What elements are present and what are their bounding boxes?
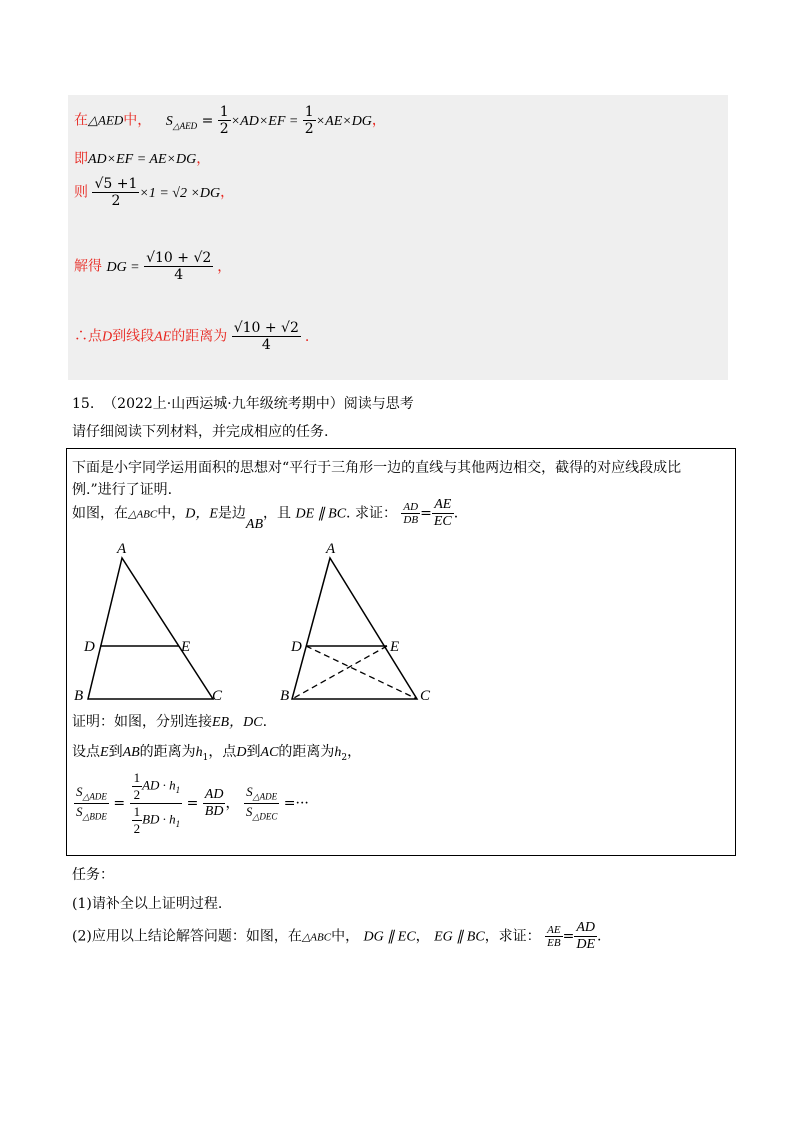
proof-line-1: 证明：如图，分别连接EB，DC.	[72, 714, 268, 730]
label-c-2: C	[420, 688, 431, 704]
material-para-2: 如图，在△ABC中，D，E是边AB，且 DE ∥ BC. 求证： $\frac{AD}{DB}$ = $\frac{AE}{EC}$ .	[72, 497, 459, 532]
tasks-heading: 任务：	[72, 867, 114, 883]
triangle-figure-2	[270, 536, 440, 706]
triangle-abc-2	[292, 558, 417, 699]
problem-heading: 15. （2022上·山西运城·九年级统考期中）阅读与思考	[72, 396, 414, 412]
label-b-2: B	[280, 688, 290, 704]
label-d-2: D	[291, 639, 302, 655]
solution-line-1: 在△AED中， $S_{\triangle AED}$ = $\frac{1}{2}$ ×AD×EF = $\frac{1}{2}$ ×AE×DG，	[74, 104, 386, 137]
triangle-figure-1	[66, 536, 236, 706]
segment-eb-dashed	[292, 646, 387, 699]
task-1: (1)请补全以上证明过程.	[72, 896, 223, 912]
area-ratio-formula: $\frac{S_{\triangle ADE}}{S_{\triangle BDE}}$ = $\frac{1}{2}$ AD · $h_1$ $\frac{1}{2}$ BD · $h_1$ = $\frac{AD}{BD}$ ， $\frac{S_{\triangle ADE}}{S_{\triangle DEC}}$ =···	[76, 770, 309, 836]
label-e: E	[181, 639, 191, 655]
triangle-abc	[88, 558, 213, 699]
proof-line-2: 设点E到AB的距离为$h_1$，点D到AC的距离为$h_2$，	[72, 744, 362, 763]
label-d: D	[84, 639, 95, 655]
solution-line-3: 则 $\frac{√5 +1}{2}$ ×1 = √2 ×DG，	[74, 176, 235, 209]
solution-line-4: 解得 DG = $\frac{√10 + √2}{4}$ ，	[74, 250, 232, 283]
label-b: B	[74, 688, 84, 704]
material-para-1: 下面是小宇同学运用面积的思想对“平行于三角形一边的直线与其他两边相交，截得的对应线段成比 例.”进行了证明.	[72, 460, 682, 498]
label-e-2: E	[390, 639, 400, 655]
problem-instruction: 请仔细阅读下列材料，并完成相应的任务.	[72, 424, 329, 440]
label-a-2: A	[326, 541, 336, 557]
solution-line-2: 即AD×EF = AE×DG，	[74, 151, 211, 167]
label-a: A	[117, 541, 127, 557]
task-2: (2)应用以上结论解答问题：如图，在△ABC中， DG ∥ EC， EG ∥ BC，求证： $\frac{AE}{EB}$ = $\frac{AD}{DE}$ .	[72, 920, 602, 952]
label-c: C	[212, 688, 223, 704]
solution-line-5: ∴点D到线段AE的距离为 $\frac{√10 + √2}{4}$ .	[74, 320, 310, 353]
